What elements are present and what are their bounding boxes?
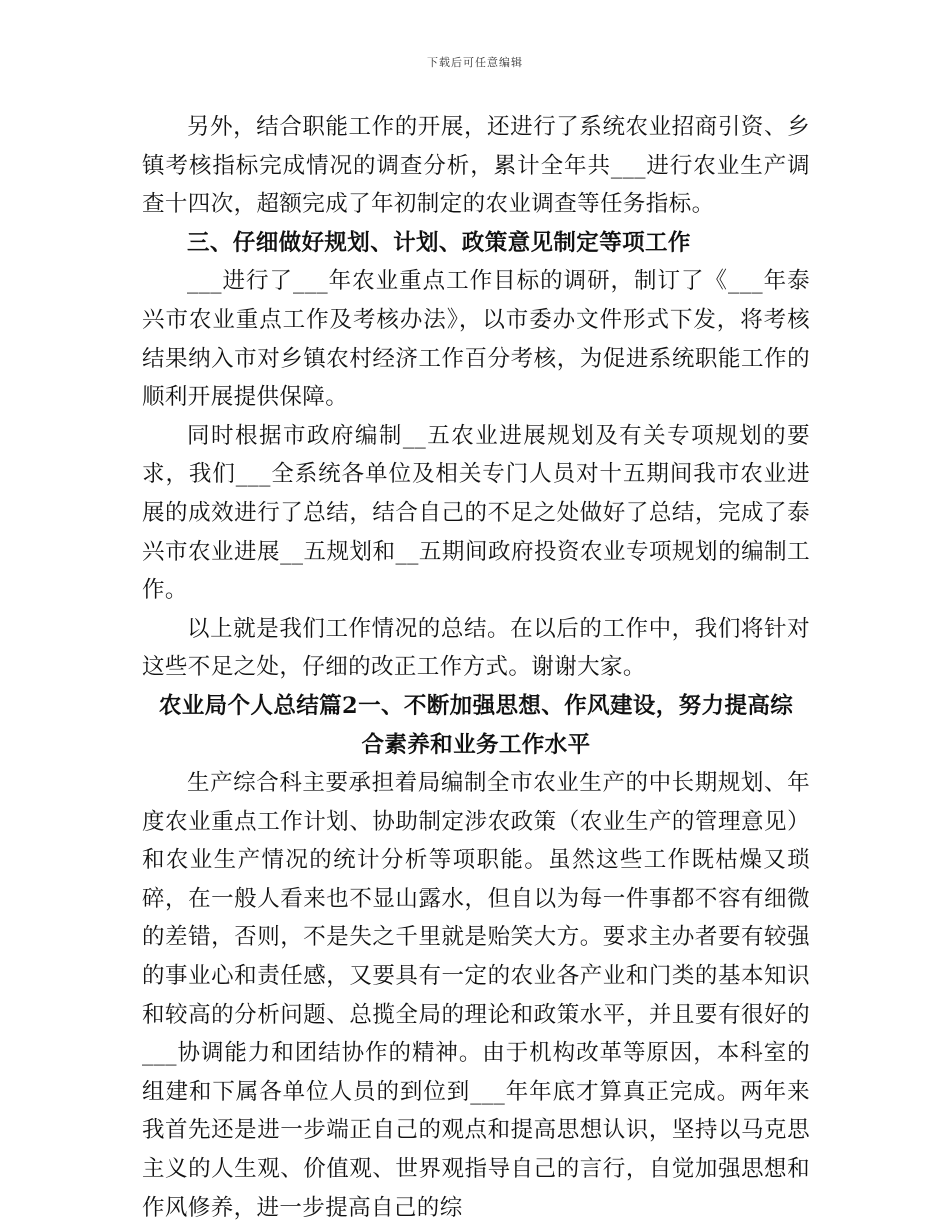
section-heading-planning: 三、仔细做好规划、计划、政策意见制定等项工作 <box>187 229 691 256</box>
paragraph-department-duties: 生产综合科主要承担着局编制全市农业生产的中长期规划、年度农业重点工作计划、协助制定涉农政策（农业生产的管理意见）和农业生产情况的统计分析等项职能。虽然这些工作既枯燥又琐碎，在一般人看来也不显山露水，但自以为每一件事都不容有细微的差错，否则，不是失之千里就是贻笑大方。要求主办者要有较强的事业心和责任感，又要具有一定的农业各产业和门类的基本知识和较高的分析问题、总揽全局的理论和政策水平，并且要有很好的___协调能力和团结协作的精神。由于机构改革等原因，本科室的组建和下属各单位人员的到位到___年年底才算真正完成。两年来我首先还是进一步端正自己的观点和提高思想认识，坚持以马克思主义的人生观、价值观、世界观指导自己的言行，自觉加强思想和作风修养，进一步提高自己的综 <box>142 770 810 1221</box>
article-title-line-1: 农业局个人总结篇2一、不断加强思想、作风建设，努力提高综 <box>158 692 794 719</box>
paragraph-investigation: 另外，结合职能工作的开展，还进行了系统农业招商引资、乡镇考核指标完成情况的调查分析，累计全年共___进行农业生产调查十四次，超额完成了年初制定的农业调查等任务指标。 <box>142 114 810 218</box>
paragraph-key-work: ___进行了___年农业重点工作目标的调研，制订了《___年泰兴市农业重点工作及考核办法》，以市委办文件形式下发，将考核结果纳入市对乡镇农村经济工作百分考核，为促进系统职能工作的顺利开展提供保障。 <box>142 268 810 411</box>
document-body <box>142 108 810 1227</box>
paragraph-conclusion: 以上就是我们工作情况的总结。在以后的工作中，我们将针对这些不足之处，仔细的改正工作方式。谢谢大家。 <box>142 615 810 681</box>
article-title-line-2: 合素养和业务工作水平 <box>361 731 591 758</box>
paragraph-five-year-plan: 同时根据市政府编制__五农业进展规划及有关专项规划的要求，我们___全系统各单位及相关专门人员对十五期间我市农业进展的成效进行了总结，结合自己的不足之处做好了总结，完成了泰兴市农业进展__五规划和__五期间政府投资农业专项规划的编制工作。 <box>142 422 810 604</box>
page-header: 下载后可任意编辑 <box>427 56 523 69</box>
